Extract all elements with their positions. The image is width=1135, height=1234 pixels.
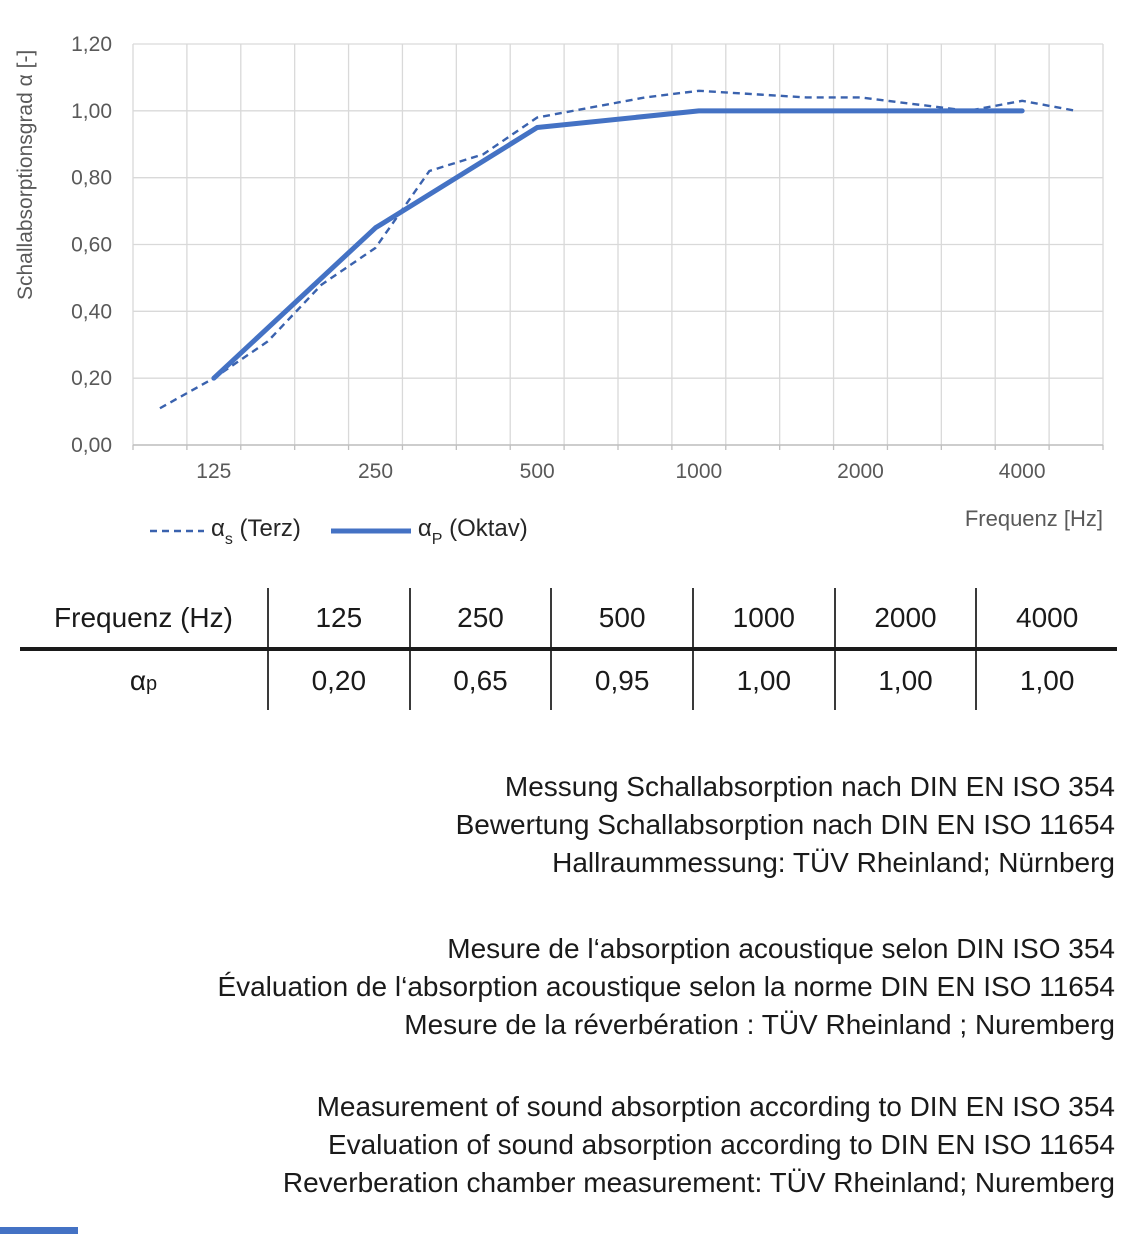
table-value-125: 0,20 xyxy=(267,651,409,710)
note-line: Bewertung Schallabsorption nach DIN EN ISO 11654 xyxy=(455,809,1115,840)
legend-label-oktav: $\alpha_P$ (Oktav) xyxy=(417,515,528,548)
legend-label-terz: $\alpha_s$ (Terz) xyxy=(211,515,301,548)
legend-item-oktav xyxy=(331,515,528,547)
note-line: Messung Schallabsorption nach DIN EN ISO 354 xyxy=(504,771,1115,802)
note-line: Hallraummessung: TÜV Rheinland; Nürnberg xyxy=(552,847,1115,878)
dashed-line-icon xyxy=(150,526,204,536)
note-german xyxy=(456,768,1115,882)
table-value-1000: 1,00 xyxy=(692,651,834,710)
svg-text:125: 125 xyxy=(196,460,232,483)
svg-text:1000: 1000 xyxy=(675,460,723,483)
svg-text:500: 500 xyxy=(519,460,555,483)
table-header-2000: 2000 xyxy=(834,588,976,647)
table-header-frequency: Frequenz (Hz) xyxy=(54,601,233,633)
table-header-4000: 4000 xyxy=(975,588,1117,647)
x-axis-title: Frequenz [Hz] xyxy=(964,506,1103,531)
note-english xyxy=(283,1088,1115,1202)
footer-accent-bar xyxy=(0,1227,78,1234)
svg-text:0,40: 0,40 xyxy=(71,300,112,324)
svg-text:0,20: 0,20 xyxy=(71,367,112,391)
note-line: Mesure de la réverbération : TÜV Rheinland ; Nuremberg xyxy=(404,1009,1115,1040)
note-line: Mesure de l‘absorption acoustique selon DIN ISO 354 xyxy=(447,933,1115,964)
table-row-label-alpha-p: α $_p$ xyxy=(129,664,158,696)
svg-text:1,20: 1,20 xyxy=(71,33,112,56)
table-header-1000: 1000 xyxy=(692,588,834,647)
note-line: Measurement of sound absorption according to DIN EN ISO 354 xyxy=(316,1091,1115,1122)
svg-text:0,60: 0,60 xyxy=(71,233,112,257)
table-header-500: 500 xyxy=(550,588,692,647)
table-value-4000: 1,00 xyxy=(975,651,1117,710)
legend-item-terz xyxy=(150,515,301,547)
svg-text:1,00: 1,00 xyxy=(71,99,112,123)
svg-text:2000: 2000 xyxy=(837,460,884,483)
table-value-500: 0,95 xyxy=(550,651,692,710)
chart-legend xyxy=(150,515,528,547)
note-line: Reverberation chamber measurement: TÜV Rheinland; Nuremberg xyxy=(282,1167,1115,1198)
alpha-p-table xyxy=(20,588,1117,710)
chart-plot-area xyxy=(0,0,1135,560)
solid-line-icon xyxy=(331,526,411,536)
y-axis-title: Schallabsorptionsgrad α [-] xyxy=(14,49,37,301)
table-value-250: 0,65 xyxy=(409,651,551,710)
svg-text:4000: 4000 xyxy=(998,460,1046,483)
table-value-2000: 1,00 xyxy=(834,651,976,710)
absorption-chart xyxy=(0,0,1135,560)
svg-text:0,00: 0,00 xyxy=(71,434,112,457)
note-french xyxy=(217,930,1115,1044)
svg-text:250: 250 xyxy=(357,460,394,483)
note-line: Evaluation of sound absorption according to DIN EN ISO 11654 xyxy=(327,1129,1115,1160)
table-header-125: 125 xyxy=(267,588,409,647)
svg-text:0,80: 0,80 xyxy=(71,166,112,190)
note-line: Évaluation de l‘absorption acoustique selon la norme DIN EN ISO 11654 xyxy=(217,971,1115,1002)
table-header-250: 250 xyxy=(409,588,551,647)
